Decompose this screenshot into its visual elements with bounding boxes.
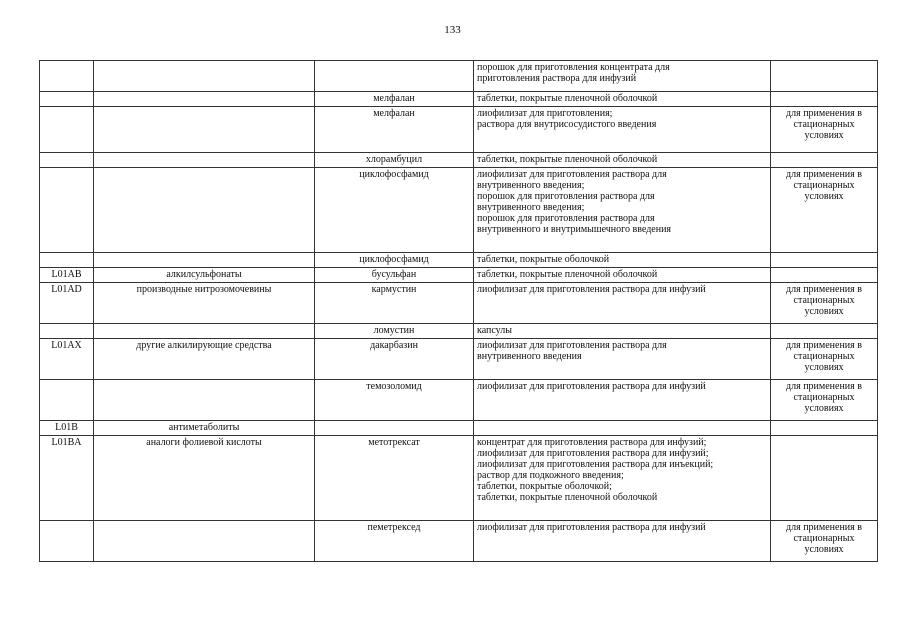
dosage-form-line: таблетки, покрытые пленочной оболочкой: [477, 93, 658, 104]
dosage-form-line: таблетки, покрытые оболочкой: [477, 254, 610, 265]
drug-name-cell: дакарбазин: [315, 339, 474, 380]
dosage-form-cell: [474, 153, 771, 168]
conditions-line: для применения в: [786, 169, 862, 180]
group-name-cell: другие алкилирующие средства: [94, 339, 315, 380]
conditions-line: стационарных: [793, 119, 855, 130]
table-row: [40, 153, 878, 168]
table-row: [40, 283, 878, 324]
dosage-form-line: концентрат для приготовления раствора для инфузий;: [477, 437, 707, 448]
dosage-form-line: лиофилизат для приготовления раствора для: [477, 340, 667, 351]
atc-code-cell: L01AD: [40, 283, 94, 324]
conditions-cell: [771, 268, 878, 283]
atc-code-cell: [40, 253, 94, 268]
conditions-cell: [771, 283, 878, 324]
atc-code-cell: L01B: [40, 421, 94, 436]
table-row: [40, 421, 878, 436]
drug-name-cell: бусульфан: [315, 268, 474, 283]
dosage-form-line: лиофилизат для приготовления раствора для инфузий: [477, 284, 706, 295]
drug-name-cell: кармустин: [315, 283, 474, 324]
drug-name-cell: [315, 61, 474, 92]
conditions-cell: [771, 380, 878, 421]
atc-code-cell: [40, 107, 94, 153]
table-row: [40, 107, 878, 153]
dosage-form-cell: [474, 436, 771, 521]
group-name-cell: [94, 61, 315, 92]
conditions-line: условиях: [804, 130, 844, 141]
atc-code-cell: L01AB: [40, 268, 94, 283]
page-number: 133: [444, 24, 461, 36]
table-row: [40, 253, 878, 268]
dosage-form-line: лиофилизат для приготовления раствора для инфузий: [477, 381, 706, 392]
atc-code-cell: [40, 324, 94, 339]
conditions-cell: [771, 92, 878, 107]
dosage-form-cell: [474, 92, 771, 107]
conditions-line: условиях: [804, 306, 844, 317]
table-row: [40, 380, 878, 421]
table-row: [40, 61, 878, 92]
group-name-cell: алкилсульфонаты: [94, 268, 315, 283]
conditions-line: стационарных: [793, 533, 855, 544]
conditions-line: условиях: [804, 544, 844, 555]
atc-code-cell: [40, 61, 94, 92]
atc-code-cell: L01BA: [40, 436, 94, 521]
group-name-cell: [94, 380, 315, 421]
table-row: [40, 339, 878, 380]
conditions-cell: [771, 253, 878, 268]
dosage-form-cell: [474, 253, 771, 268]
dosage-form-cell: [474, 380, 771, 421]
conditions-cell: [771, 61, 878, 92]
drug-name-cell: ломустин: [315, 324, 474, 339]
atc-code-cell: [40, 168, 94, 253]
conditions-line: стационарных: [793, 351, 855, 362]
group-name-cell: [94, 92, 315, 107]
dosage-form-line: порошок для приготовления концентрата для: [477, 62, 670, 73]
dosage-form-cell: [474, 168, 771, 253]
group-name-cell: аналоги фолиевой кислоты: [94, 436, 315, 521]
dosage-form-line: внутривенного введения: [477, 351, 582, 362]
dosage-form-line: таблетки, покрытые пленочной оболочкой: [477, 154, 658, 165]
group-name-cell: [94, 107, 315, 153]
conditions-line: для применения в: [786, 381, 862, 392]
conditions-line: стационарных: [793, 180, 855, 191]
atc-code-cell: [40, 521, 94, 562]
group-name-cell: производные нитрозомочевины: [94, 283, 315, 324]
conditions-cell: [771, 168, 878, 253]
conditions-line: стационарных: [793, 295, 855, 306]
dosage-form-line: внутривенного введения;: [477, 180, 585, 191]
conditions-cell: [771, 421, 878, 436]
dosage-form-line: раствор для подкожного введения;: [477, 470, 624, 481]
dosage-form-cell: [474, 268, 771, 283]
drug-name-cell: циклофосфамид: [315, 168, 474, 253]
conditions-line: для применения в: [786, 108, 862, 119]
drug-name-cell: [315, 421, 474, 436]
dosage-form-line: лиофилизат для приготовления раствора для: [477, 169, 667, 180]
dosage-form-line: таблетки, покрытые пленочной оболочкой: [477, 492, 658, 503]
drug-name-cell: пеметрексед: [315, 521, 474, 562]
dosage-form-cell: [474, 339, 771, 380]
table-row: [40, 268, 878, 283]
group-name-cell: [94, 253, 315, 268]
table-row: [40, 521, 878, 562]
conditions-cell: [771, 339, 878, 380]
dosage-form-line: внутривенного введения;: [477, 202, 585, 213]
dosage-form-line: лиофилизат для приготовления;: [477, 108, 613, 119]
dosage-form-line: раствора для внутрисосудистого введения: [477, 119, 657, 130]
conditions-cell: [771, 153, 878, 168]
dosage-form-line: лиофилизат для приготовления раствора для инъекций;: [477, 459, 714, 470]
table-row: [40, 324, 878, 339]
drug-name-cell: темозоломид: [315, 380, 474, 421]
atc-code-cell: [40, 92, 94, 107]
dosage-form-line: порошок для приготовления раствора для: [477, 191, 655, 202]
dosage-form-cell: [474, 521, 771, 562]
atc-code-cell: [40, 153, 94, 168]
dosage-form-line: порошок для приготовления раствора для: [477, 213, 655, 224]
dosage-form-cell: [474, 324, 771, 339]
atc-code-cell: L01AX: [40, 339, 94, 380]
dosage-form-line: капсулы: [477, 325, 512, 336]
drug-name-cell: циклофосфамид: [315, 253, 474, 268]
group-name-cell: [94, 324, 315, 339]
group-name-cell: [94, 153, 315, 168]
conditions-line: условиях: [804, 191, 844, 202]
drug-name-cell: хлорамбуцил: [315, 153, 474, 168]
conditions-cell: [771, 436, 878, 521]
atc-code-cell: [40, 380, 94, 421]
dosage-form-line: лиофилизат для приготовления раствора для инфузий: [477, 522, 706, 533]
conditions-line: для применения в: [786, 284, 862, 295]
dosage-form-cell: [474, 107, 771, 153]
group-name-cell: [94, 168, 315, 253]
conditions-cell: [771, 324, 878, 339]
dosage-form-cell: [474, 283, 771, 324]
table-row: [40, 436, 878, 521]
conditions-line: для применения в: [786, 340, 862, 351]
dosage-form-line: лиофилизат для приготовления раствора для инфузий;: [477, 448, 709, 459]
conditions-cell: [771, 521, 878, 562]
conditions-line: условиях: [804, 403, 844, 414]
conditions-cell: [771, 107, 878, 153]
drug-name-cell: мелфалан: [315, 92, 474, 107]
drug-name-cell: метотрексат: [315, 436, 474, 521]
dosage-form-cell: [474, 61, 771, 92]
dosage-form-line: приготовления раствора для инфузий: [477, 73, 637, 84]
table-row: [40, 168, 878, 253]
drug-table: [39, 60, 878, 562]
table-row: [40, 92, 878, 107]
conditions-line: для применения в: [786, 522, 862, 533]
group-name-cell: [94, 521, 315, 562]
dosage-form-line: таблетки, покрытые пленочной оболочкой: [477, 269, 658, 280]
dosage-form-cell: [474, 421, 771, 436]
dosage-form-line: таблетки, покрытые оболочкой;: [477, 481, 612, 492]
conditions-line: стационарных: [793, 392, 855, 403]
group-name-cell: антиметаболиты: [94, 421, 315, 436]
dosage-form-line: внутривенного и внутримышечного введения: [477, 224, 672, 235]
conditions-line: условиях: [804, 362, 844, 373]
drug-name-cell: мелфалан: [315, 107, 474, 153]
drug-table-body: [40, 61, 878, 562]
